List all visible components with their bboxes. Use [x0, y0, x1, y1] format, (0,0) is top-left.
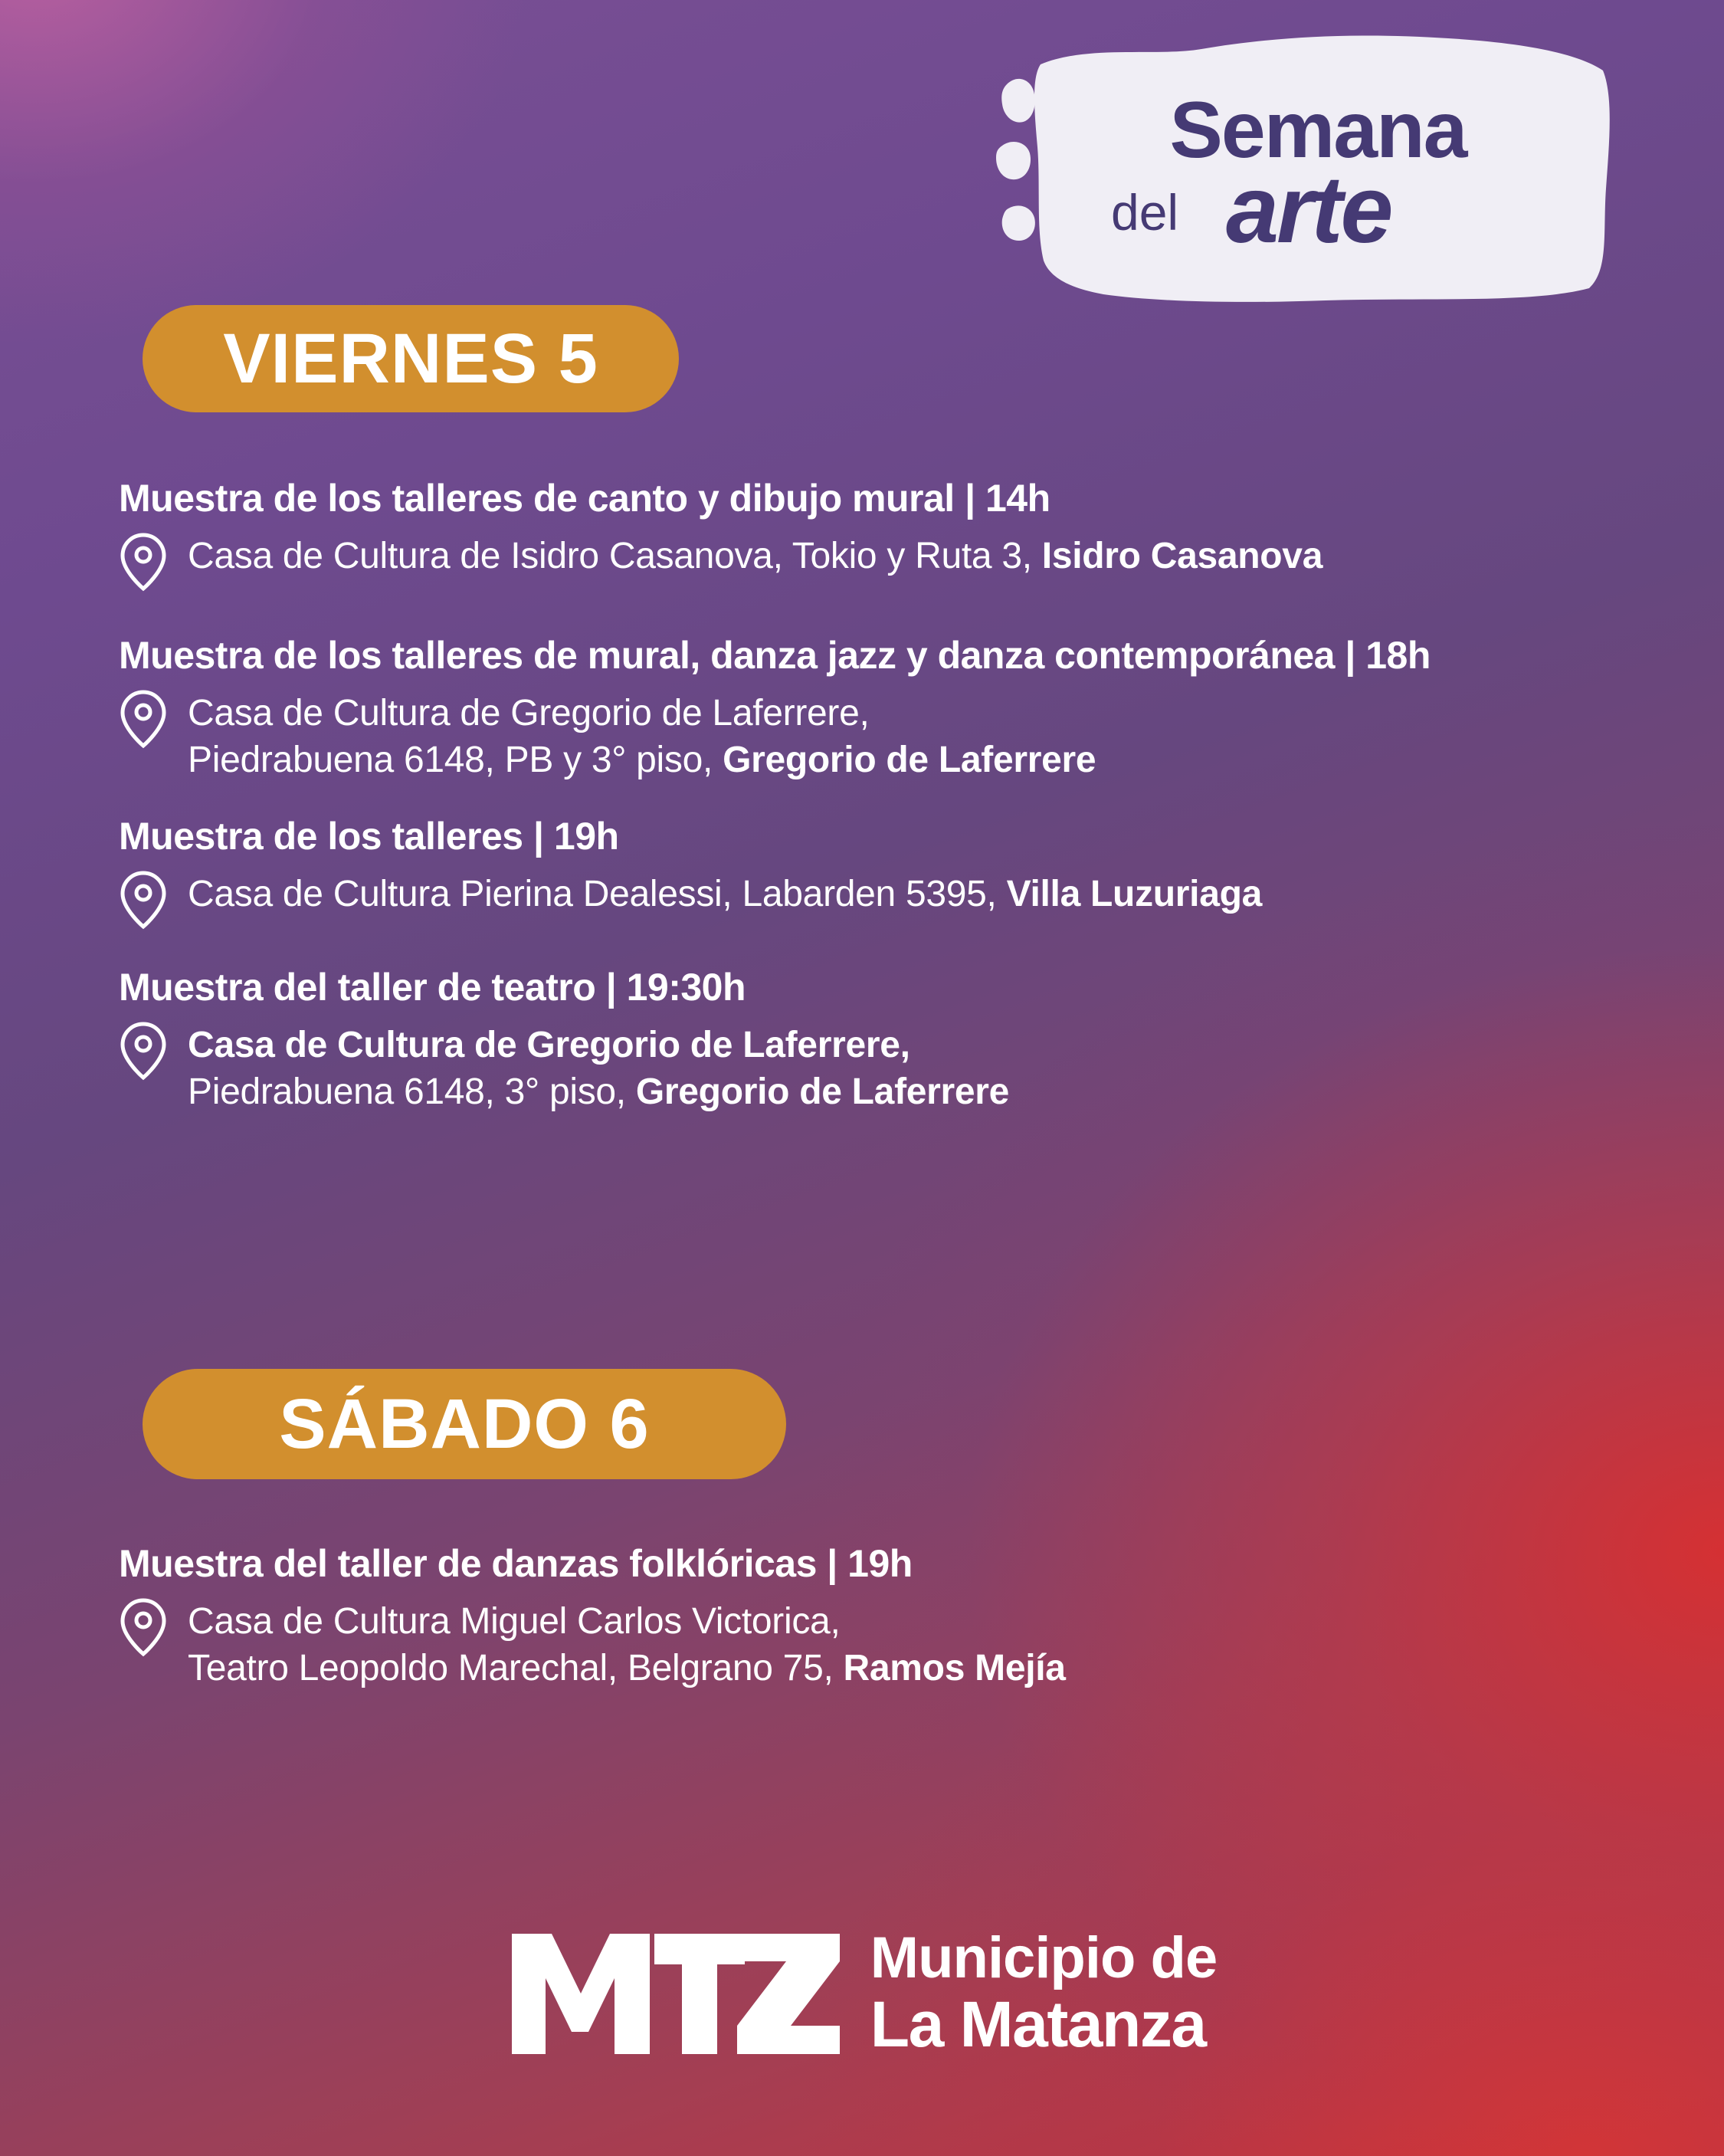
- municipality-line-1: Municipio de: [870, 1925, 1218, 1990]
- venue-locality: Ramos Mejía: [843, 1648, 1066, 1689]
- venue-line: Casa de Cultura Pierina Dealessi, Labarden 5395,: [188, 873, 1007, 914]
- municipality-line-2: La Matanza: [870, 1988, 1206, 2060]
- event-venue-text: [188, 1019, 1009, 1116]
- events-list-viernes: [119, 475, 1621, 1116]
- location-pin-icon: [119, 869, 168, 930]
- logo-line-del: del: [1111, 184, 1179, 241]
- events-list-sabado: [119, 1541, 1621, 1726]
- event-venue: [119, 1595, 1621, 1692]
- location-pin-icon: [119, 1596, 168, 1658]
- venue-locality: Gregorio de Laferrere: [635, 1071, 1010, 1113]
- day-heading-sabado: SÁBADO 6: [143, 1369, 786, 1479]
- event-item: [119, 475, 1621, 592]
- venue-line: Piedrabuena 6148, PB y 3° piso,: [188, 740, 723, 781]
- location-pin-icon: [119, 1020, 168, 1081]
- venue-locality: Gregorio de Laferrere: [723, 740, 1096, 781]
- event-venue: [119, 530, 1621, 592]
- event-venue-text: [188, 868, 1262, 917]
- logo-line-semana: Semana: [1169, 86, 1467, 175]
- event-venue-text: [188, 530, 1322, 579]
- mtz-logo-icon: [507, 1928, 844, 2058]
- event-item: [119, 813, 1621, 930]
- footer-logo: [0, 1925, 1724, 2060]
- location-pin-icon: [119, 688, 168, 750]
- logo-line-arte: arte: [1226, 157, 1391, 263]
- event-item: [119, 1541, 1621, 1692]
- venue-line: Casa de Cultura de Isidro Casanova, Tokio y Ruta 3,: [188, 536, 1042, 576]
- venue-locality: Isidro Casanova: [1041, 536, 1323, 576]
- event-title: Muestra de los talleres de mural, danza jazz y danza contemporánea | 18h: [119, 634, 1431, 677]
- event-title: Muestra de los talleres | 19h: [119, 814, 619, 858]
- event-title: Muestra del taller de danzas folklóricas | 19h: [119, 1542, 913, 1585]
- municipality-wordmark: [870, 1925, 1218, 2060]
- venue-line: Teatro Leopoldo Marechal, Belgrano 75,: [188, 1648, 844, 1689]
- venue-line: Piedrabuena 6148, 3° piso,: [188, 1071, 636, 1113]
- event-venue: [119, 687, 1621, 784]
- event-title: Muestra de los talleres de canto y dibujo mural | 14h: [119, 477, 1050, 520]
- venue-line: Casa de Cultura de Gregorio de Laferrere,: [188, 1024, 910, 1065]
- event-venue: [119, 1019, 1621, 1116]
- location-pin-icon: [119, 531, 168, 592]
- logo-wordmark: [996, 31, 1617, 314]
- event-title: Muestra del taller de teatro | 19:30h: [119, 965, 746, 1009]
- venue-line: Casa de Cultura de Gregorio de Laferrere,: [188, 693, 870, 733]
- event-venue-text: [188, 687, 1096, 784]
- venue-line: Casa de Cultura Miguel Carlos Victorica,: [188, 1601, 841, 1642]
- event-item: [119, 964, 1621, 1116]
- event-item: [119, 632, 1621, 784]
- semana-del-arte-logo: [996, 31, 1617, 314]
- event-venue: [119, 868, 1621, 930]
- venue-locality: Villa Luzuriaga: [1006, 873, 1263, 914]
- day-heading-viernes: VIERNES 5: [143, 305, 679, 412]
- event-venue-text: [188, 1595, 1066, 1692]
